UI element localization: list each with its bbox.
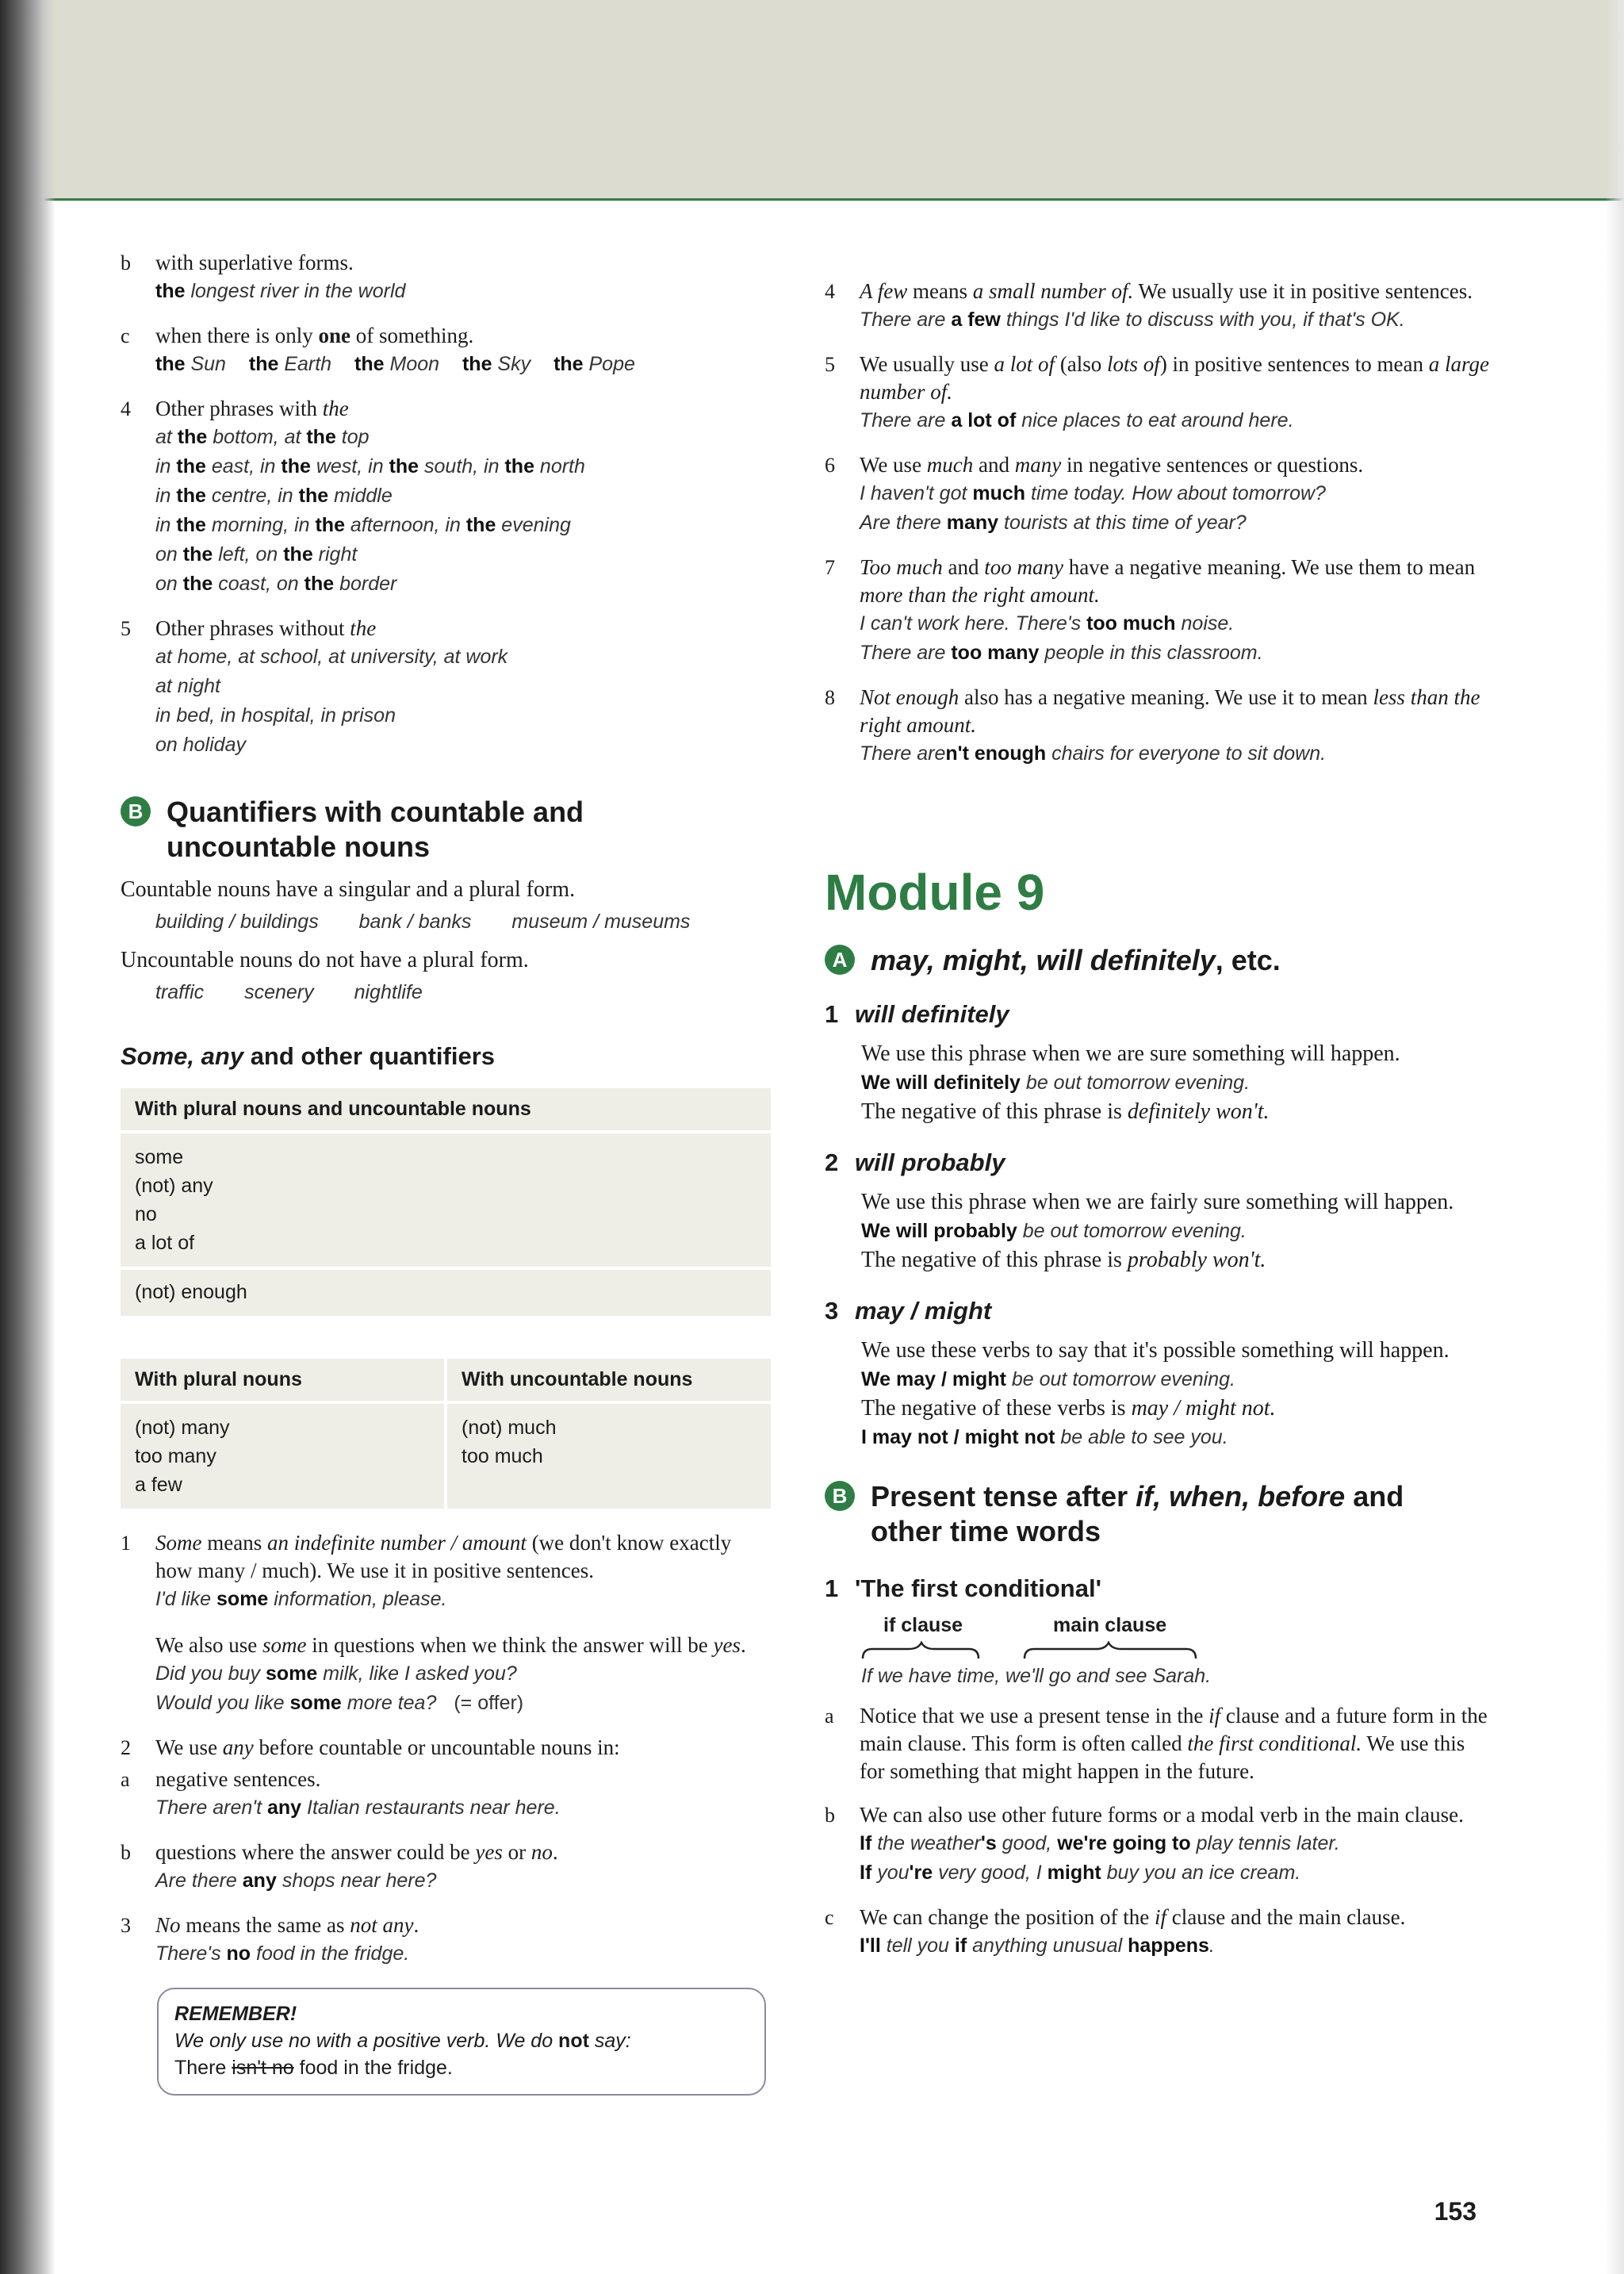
subsection-will-definitely: 1 will definitely: [825, 1000, 1009, 1028]
example-line: in bed, in hospital, in prison: [155, 704, 396, 727]
section-title: Present tense after if, when, before and other time words: [871, 1480, 1404, 1547]
section-b-heading: [121, 795, 771, 865]
quantifier-table-plural-vs-uncountable: [121, 1359, 771, 1509]
subsection-body: We use this phrase when we are fairly sure something will happen. We will probably be out tomorrow evening. The negative of this phrase is probably won't.: [825, 1188, 1491, 1275]
module-title: Module 9: [825, 864, 1045, 921]
item-marker: a: [825, 1705, 834, 1728]
item-marker: c: [825, 1906, 834, 1929]
example-line: I'll tell you if anything unusual happens.: [860, 1935, 1215, 1957]
example-line: in the morning, in the afternoon, in the evening: [155, 514, 571, 536]
example-line: I can't work here. There's too much noise.: [860, 612, 1235, 635]
example-line: There's no food in the fridge.: [155, 1942, 410, 1965]
example-line: Are there any shops near here?: [155, 1869, 437, 1892]
item-marker: 6: [825, 454, 835, 477]
example-line: There aren't any Italian restaurants near here.: [155, 1797, 561, 1819]
section-b-present-tense-heading: [825, 1479, 1491, 1549]
example-line: There are too many people in this classroom.: [860, 642, 1263, 664]
left-column: [121, 249, 771, 2096]
example-line: There are a lot of nice places to eat around here.: [860, 409, 1294, 431]
example-line: We will probably be out tomorrow evening.: [861, 1220, 1247, 1242]
section-badge: A: [825, 945, 855, 975]
section-a-heading: [825, 943, 1491, 978]
table-header: With plural nouns and uncountable nouns: [121, 1088, 771, 1133]
main-clause-brace: [1025, 1643, 1196, 1659]
example-line: on holiday: [155, 734, 246, 756]
item-marker: b: [121, 251, 131, 274]
example-line: at home, at school, at university, at work: [155, 646, 508, 668]
item-text: Other phrases with the: [155, 397, 349, 420]
table-cell: some (not) any no a lot of: [135, 1146, 213, 1254]
item-marker: 5: [825, 353, 835, 376]
header-band: [0, 0, 1624, 201]
example-line: the longest river in the world: [155, 280, 406, 302]
uncountable-definition: Uncountable nouns do not have a plural form.: [121, 948, 529, 972]
example-line: I'd like some information, please.: [155, 1588, 447, 1610]
item-marker: 2: [121, 1736, 131, 1759]
example-line: Did you buy some milk, like I asked you?: [155, 1662, 517, 1685]
item-text: with superlative forms.: [155, 251, 354, 274]
uncountable-examples: traffic scenery nightlife: [155, 981, 423, 1003]
main-clause-label: main clause: [1053, 1614, 1167, 1636]
note-2b-questions: b questions where the answer could be yes or no. Are there any shops near here?: [121, 1839, 771, 1896]
page-edge-shadow: [1605, 0, 1624, 2274]
section-badge: B: [121, 796, 151, 826]
item-marker: 4: [121, 397, 131, 420]
remember-title: REMEMBER!: [174, 2003, 297, 2025]
note-b-other-future-forms: b We can also use other future forms or a modal verb in the main clause. If the weather's good, we're going to play tennis later. If you're very good, I might buy you an ice cream.: [825, 1801, 1491, 1888]
countable-examples: building / buildings bank / banks museum / museums: [155, 911, 691, 933]
table-cell: (not) many too many a few: [135, 1417, 230, 1496]
example-line: If the weather's good, we're going to play tennis later.: [860, 1832, 1340, 1854]
note-2-any: 2 We use any before countable or uncountable nouns in:: [121, 1734, 771, 1762]
list-item-b-superlative: [121, 249, 771, 306]
example-line: in the east, in the west, in the south, in the north: [155, 455, 585, 477]
section-title: Quantifiers with countable and uncountable nouns: [167, 796, 584, 863]
item-marker: 8: [825, 686, 835, 709]
example-line: I may not / might not be able to see you.: [861, 1426, 1228, 1448]
clause-braces: [861, 1641, 1242, 1662]
example-line: If we have time, we'll go and see Sarah.: [861, 1665, 1212, 1687]
item-marker: 4: [825, 280, 835, 303]
example-line: at night: [155, 675, 221, 697]
book-spine-shadow: [0, 0, 56, 2274]
note-1-some: 1 Some means an indefinite number / amount (we don't know exactly how many / much). We use it in positive sentences. I'd like some information, please. We also use some in questions when we think the answer will be yes. Did you buy some milk, like I asked you? Would you like some more tea? (= offer): [121, 1529, 771, 1718]
quantifiers-subheading: Some, any and other quantifiers: [121, 1042, 495, 1070]
item-text: when there is only one of something.: [155, 324, 474, 347]
example-line: There are a few things I'd like to discuss with you, if that's OK.: [860, 309, 1405, 331]
list-item-c-only-one: [121, 322, 771, 379]
subsection-body: We use this phrase when we are sure something will happen. We will definitely be out tomorrow evening. The negative of this phrase is definitely won't.: [825, 1040, 1491, 1126]
item-marker: 7: [825, 556, 835, 579]
note-a-present-tense: a Notice that we use a present tense in the if clause and a future form in the main clause. This form is often called the first conditional. We use this for something that might happen in the future.: [825, 1702, 1491, 1785]
example-line: the Sun the Earth the Moon the Sky the Pope: [155, 353, 635, 375]
example-line: at the bottom, at the top: [155, 426, 370, 448]
table-cell: (not) enough: [121, 1267, 771, 1316]
example-line: Would you like some more tea? (= offer): [155, 1692, 524, 1714]
item-marker: 3: [121, 1914, 131, 1937]
example-line: in the centre, in the middle: [155, 485, 393, 507]
item-marker: 1: [121, 1532, 131, 1555]
item-text: Other phrases without the: [155, 616, 377, 640]
table-header: With uncountable nouns: [444, 1359, 771, 1404]
note-2a-negative: a negative sentences. There aren't any Italian restaurants near here.: [121, 1766, 771, 1823]
subsection-may-might: 3 may / might: [825, 1297, 992, 1325]
example-line: I haven't got much time today. How about tomorrow?: [860, 482, 1326, 504]
example-line: If you're very good, I might buy you an ice cream.: [860, 1862, 1301, 1884]
note-8-not-enough: 8 Not enough also has a negative meaning. We use it to mean less than the right amount. There aren't enough chairs for everyone to sit down.: [825, 684, 1491, 769]
item-marker: a: [121, 1768, 130, 1791]
example-line: Are there many tourists at this time of year?: [860, 512, 1247, 534]
example-lines: [155, 423, 771, 599]
list-item-5-phrases-without-the: [121, 615, 771, 760]
example-line: on the coast, on the border: [155, 573, 397, 595]
example-line: on the left, on the right: [155, 543, 358, 566]
list-item-4-phrases-with-the: [121, 395, 771, 599]
section-badge: B: [825, 1481, 855, 1511]
remember-box: REMEMBER! We only use no with a positive verb. We do not say: There isn't no food in the fridge.: [157, 1988, 766, 2096]
note-3-no: 3 No means the same as not any. There's no food in the fridge.: [121, 1912, 771, 1969]
example-line: We may / might be out tomorrow evening.: [861, 1368, 1235, 1390]
item-marker: b: [825, 1804, 835, 1827]
subsection-first-conditional: 1 'The first conditional': [825, 1574, 1101, 1602]
subsection-body: We use these verbs to say that it's possible something will happen. We may / might be out tomorrow evening. The negative of these verbs is may / might not. I may not / might not be able to see you.: [825, 1336, 1491, 1452]
note-c-change-position: c We can change the position of the if clause and the main clause. I'll tell you if anything unusual happens.: [825, 1904, 1491, 1961]
page-number: 153: [1434, 2197, 1477, 2226]
item-marker: 5: [121, 617, 131, 640]
item-marker: c: [121, 324, 130, 347]
note-5-a-lot-of: 5 We usually use a lot of (also lots of) in positive sentences to mean a large number of. There are a lot of nice places to eat around here.: [825, 351, 1491, 435]
quantifier-table-plural-and-uncountable: [121, 1088, 771, 1316]
table-cell: (not) much too much: [444, 1404, 771, 1509]
item-marker: b: [121, 1841, 131, 1864]
note-6-much-many: 6 We use much and many in negative sentences or questions. I haven't got much time today. How about tomorrow? Are there many tourists at this time of year?: [825, 451, 1491, 538]
example-line: There aren't enough chairs for everyone to sit down.: [860, 742, 1327, 765]
countable-definition: Countable nouns have a singular and a plural form.: [121, 877, 576, 902]
subsection-will-probably: 2 will probably: [825, 1149, 1005, 1176]
right-column: [825, 278, 1491, 1977]
note-4-a-few: 4 A few means a small number of. We usually use it in positive sentences. There are a few things I'd like to discuss with you, if that's OK.: [825, 278, 1491, 335]
clause-diagram: [825, 1614, 1491, 1691]
if-clause-brace: [863, 1643, 979, 1659]
section-title: may, might, will definitely, etc.: [871, 944, 1281, 976]
if-clause-label: if clause: [883, 1614, 963, 1636]
note-7-too-much: 7 Too much and too many have a negative meaning. We use them to mean more than the right amount. I can't work here. There's too much noise. There are too many people in this classroom.: [825, 554, 1491, 668]
example-line: We will definitely be out tomorrow evening.: [861, 1072, 1251, 1094]
table-header: With plural nouns: [121, 1359, 444, 1404]
